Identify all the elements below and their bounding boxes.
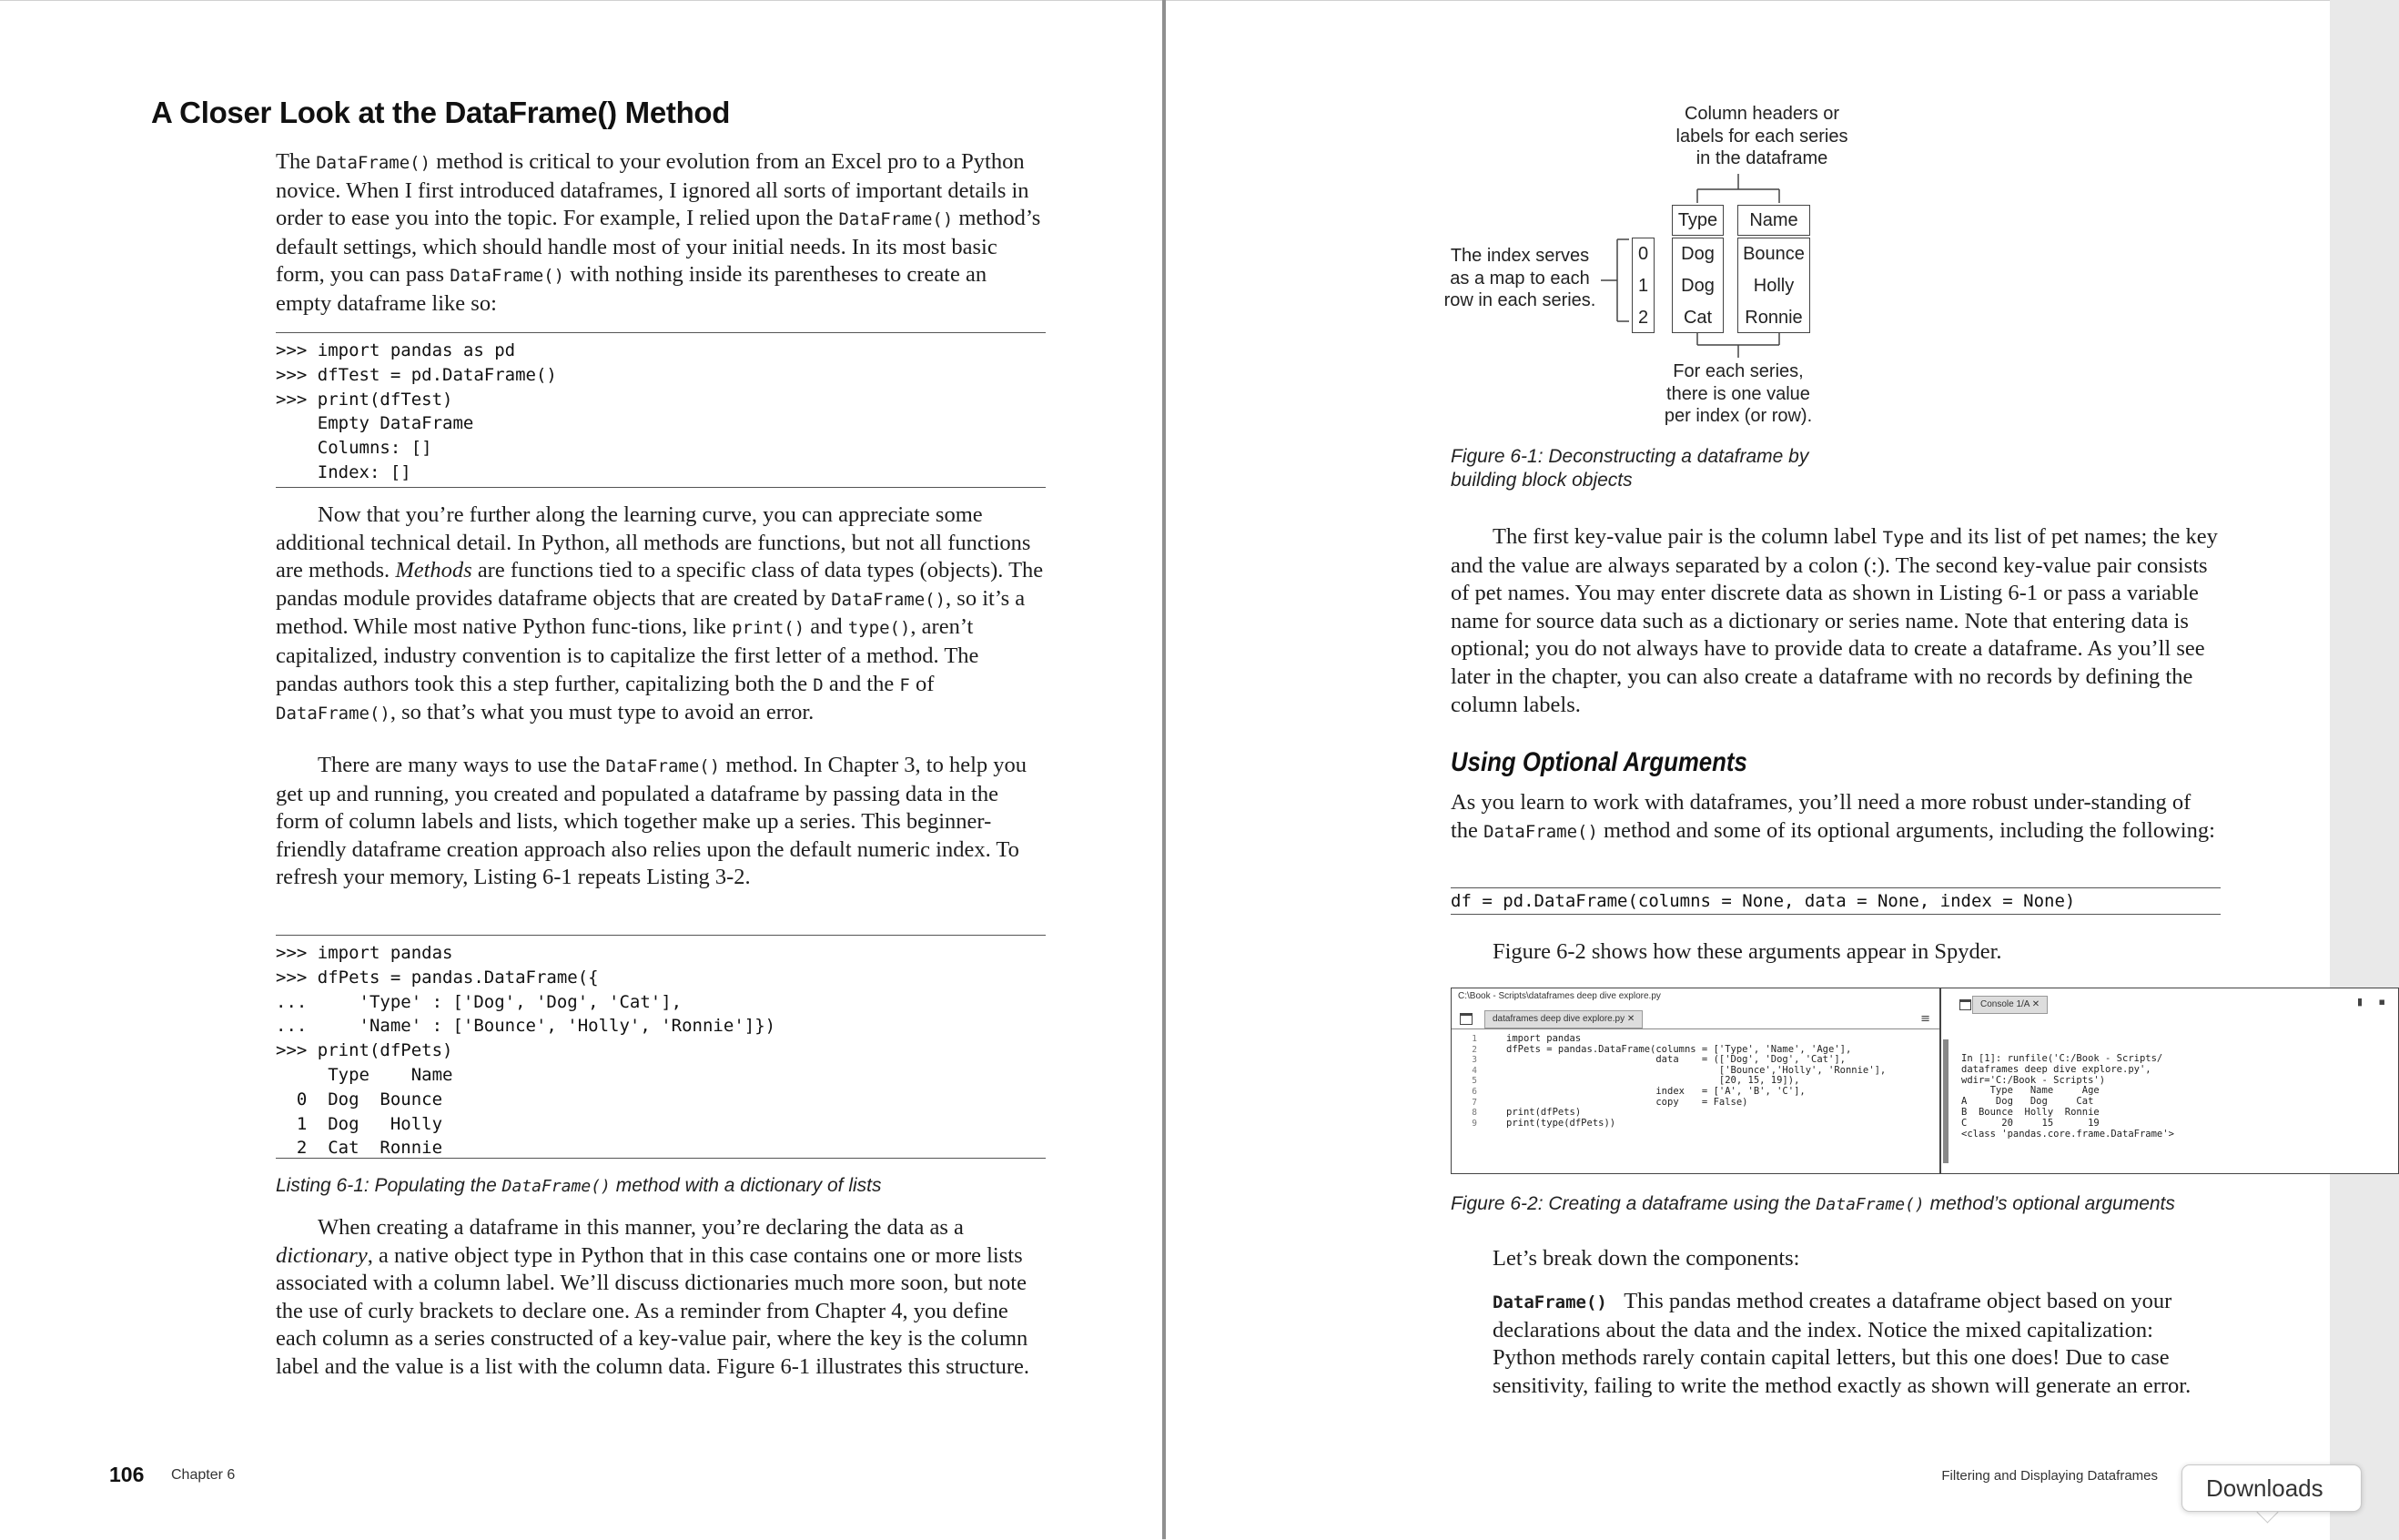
inline-code: DataFrame() bbox=[831, 589, 946, 610]
dataframe-signature-code: df = pd.DataFrame(columns = None, data = None, index = None) bbox=[1451, 887, 2221, 915]
figure-6-1-caption: Figure 6-1: Deconstructing a dataframe by building block objects bbox=[1451, 446, 1809, 491]
index-value: 0 bbox=[1637, 244, 1649, 264]
inline-code: DataFrame() bbox=[838, 209, 954, 230]
type-values-box bbox=[1672, 238, 1724, 333]
inline-code: Type bbox=[1882, 528, 1925, 548]
spyder-editor-pane bbox=[1452, 988, 1941, 1173]
type-header-cell: Type bbox=[1672, 205, 1724, 236]
components-intro: Let’s break down the components: bbox=[1493, 1246, 1800, 1271]
folder-icon bbox=[1460, 1013, 1473, 1025]
figure-6-2-spyder-screenshot bbox=[1451, 988, 2399, 1174]
name-value: Holly bbox=[1753, 276, 1795, 296]
editor-code: import pandas dfPets = pandas.DataFrame(columns = ['Type', 'Name', 'Age'], data = (['Dog', 'Dog', 'Cat'], ['Bounce','Holly', 'Ronnie'], [20, 15, 19]), index = ['A', 'B', 'C'], copy = False) print(dfPets) print(type(dfPets)) bbox=[1506, 1033, 1887, 1129]
inline-code: D bbox=[813, 674, 824, 695]
term-definition bbox=[1493, 1288, 2221, 1400]
methods-paragraph: Now that you’re further along the learning curve, you can appreciate some additional technical detail. In Python, all methods are functions, but not all functions are methods. Methods are functions tied to a specific class of data types (objects). The pandas module provides dataframe objects that are created by DataFrame(), so it’s a method. While most native Python func-tions, like print() and type(), aren’t capitalized, industry convention is to capitalize the first letter of a method. The pandas authors took this a step further, capitalizing both the D and the F of DataFrame(), so that’s what you must type to avoid an error. bbox=[276, 502, 1044, 725]
editor-tab: dataframes deep dive explore.py ✕ bbox=[1484, 1010, 1643, 1028]
type-value: Dog bbox=[1681, 276, 1715, 296]
ways-paragraph: There are many ways to use the DataFrame() method. In Chapter 3, to help you get up and running, you created and populated a dataframe by passing data in the form of column labels and lists, which together make up a series. This beginner-friendly dataframe creation approach also relies upon the default numeric index. To refresh your memory, Listing 6-1 repeats Listing 3-2. bbox=[276, 753, 1027, 890]
inline-code: print() bbox=[732, 618, 805, 639]
index-column-box bbox=[1632, 238, 1655, 333]
figure-6-2-caption: Figure 6-2: Creating a dataframe using the DataFrame() method’s optional arguments bbox=[1451, 1193, 2175, 1214]
folder-icon bbox=[1959, 999, 1971, 1010]
index-value: 2 bbox=[1637, 308, 1649, 328]
name-value: Bounce bbox=[1743, 244, 1805, 264]
editor-scrollbar bbox=[1943, 1039, 1949, 1163]
per-index-label: For each series, there is one value per index (or row). bbox=[1664, 361, 1813, 426]
spyder-intro-paragraph: Figure 6-2 shows how these arguments appear in Spyder. bbox=[1493, 939, 2002, 964]
right-page bbox=[1166, 0, 2385, 1540]
index-label: The index serves as a map to each row in each series. bbox=[1443, 246, 1596, 310]
term-name: DataFrame() bbox=[1493, 1292, 1607, 1312]
intro-paragraph: The DataFrame() method is critical to your evolution from an Excel pro to a Python novice. When I first introduced dataframes, I ignored all sorts of important details in order to ease you into the topic. For example, I relied upon the DataFrame() method’s default settings, which should handle most of your initial needs. In its most basic form, you can pass DataFrame() with nothing inside its parentheses to create an empty dataframe like so: bbox=[276, 149, 1041, 316]
running-footer: Filtering and Displaying Dataframes bbox=[1941, 1468, 2158, 1484]
term-description: This pandas method creates a dataframe object based on your declarations about the data and the index. Notice the mixed capitalization: Python methods rarely contain capital letters, but this one does! Due to case sensitivity, failing to write the method exactly as shown will generate an error. bbox=[1493, 1289, 2191, 1398]
console-output: In [1]: runfile('C:/Book - Scripts/ dataframes deep dive explore.py', wdir='C:/Book - Scripts') Type Name Age A Dog Dog Cat B Bounce Holly Ronnie C 20 15 19 <class 'pandas.core.frame.DataFrame'> bbox=[1961, 1053, 2174, 1140]
section-heading: A Closer Look at the DataFrame() Method bbox=[151, 96, 731, 129]
downloads-button[interactable]: Downloads bbox=[2181, 1464, 2362, 1512]
listing-6-1-caption: Listing 6-1: Populating the DataFrame() method with a dictionary of lists bbox=[276, 1175, 882, 1196]
spyder-console-pane bbox=[1954, 988, 2398, 1173]
inline-code: DataFrame() bbox=[501, 1177, 611, 1196]
name-values-box bbox=[1737, 238, 1810, 333]
inline-code: DataFrame() bbox=[1483, 821, 1598, 842]
console-tab: Console 1/A ✕ bbox=[1972, 996, 2048, 1014]
optional-arguments-heading: Using Optional Arguments bbox=[1451, 747, 1747, 777]
spyder-tab-bar bbox=[1452, 1008, 1939, 1029]
listing-6-1-code: >>> import pandas >>> dfPets = pandas.DataFrame({ ... 'Type' : ['Dog', 'Dog', 'Cat'], ... 'Name' : ['Bounce', 'Holly', 'Ronnie']}) >>> print(dfPets) Type Name 0 Dog Bounce 1 Dog Holly 2 Cat Ronnie bbox=[276, 935, 1046, 1159]
emphasis: Methods bbox=[395, 558, 472, 583]
chapter-label: Chapter 6 bbox=[171, 1467, 236, 1483]
index-value: 1 bbox=[1637, 276, 1649, 296]
column-headers-label: Column headers or labels for each series in the dataframe bbox=[1675, 104, 1848, 168]
console-tools-icon: ▮ ▪ bbox=[2357, 996, 2385, 1008]
left-page bbox=[0, 0, 1162, 1540]
inline-code: type() bbox=[847, 618, 911, 639]
spyder-window-title: C:\Book - Scripts\dataframes deep dive explore.py bbox=[1458, 991, 1661, 1001]
inline-code: DataFrame() bbox=[276, 704, 390, 724]
type-value: Cat bbox=[1683, 308, 1713, 328]
optional-arguments-paragraph: As you learn to work with dataframes, you’ll need a more robust under-standing of the DataFrame() method and some of its optional arguments, including the following: bbox=[1451, 790, 2215, 843]
key-value-paragraph: The first key-value pair is the column label Type and its list of pet names; the key and the value are always separated by a colon (:). The second key-value pair consists of pet names. You may enter discrete data as shown in Listing 6-1 or pass a variable name for source data such as a dictionary or series name. Note that entering data is optional; you do not always have to provide data to create a dataframe. As you’ll see later in the chapter, you can also create a dataframe with no records by defining the column labels. bbox=[1451, 524, 2218, 717]
code-empty-dataframe: >>> import pandas as pd >>> dfTest = pd.DataFrame() >>> print(dfTest) Empty DataFrame Columns: [] Index: [] bbox=[276, 332, 1046, 488]
inline-code: F bbox=[899, 674, 910, 695]
inline-code: DataFrame() bbox=[605, 756, 721, 776]
inline-code: DataFrame() bbox=[450, 266, 565, 287]
name-header-cell: Name bbox=[1737, 205, 1810, 236]
hamburger-menu-icon: ≡ bbox=[1920, 1012, 1930, 1026]
inline-code: DataFrame() bbox=[316, 153, 431, 173]
line-numbers: 1 2 3 4 5 6 7 8 9 bbox=[1472, 1034, 1477, 1129]
type-value: Dog bbox=[1681, 244, 1715, 264]
inline-code: DataFrame() bbox=[1816, 1195, 1925, 1214]
page-number: 106 bbox=[109, 1463, 145, 1486]
dictionary-paragraph: When creating a dataframe in this manner, you’re declaring the data as a dictionary, a native object type in Python that in this case contains one or more lists associated with a column label. We’ll discuss dictionaries much more soon, but note the use of curly brackets to declare one. As a reminder from Chapter 4, you define each column as a series constructed of a key-value pair, where the key is the column label and the value is a list with the column data. Figure 6-1 illustrates this structure. bbox=[276, 1215, 1030, 1379]
emphasis: dictionary bbox=[276, 1242, 368, 1268]
name-value: Ronnie bbox=[1745, 308, 1803, 328]
